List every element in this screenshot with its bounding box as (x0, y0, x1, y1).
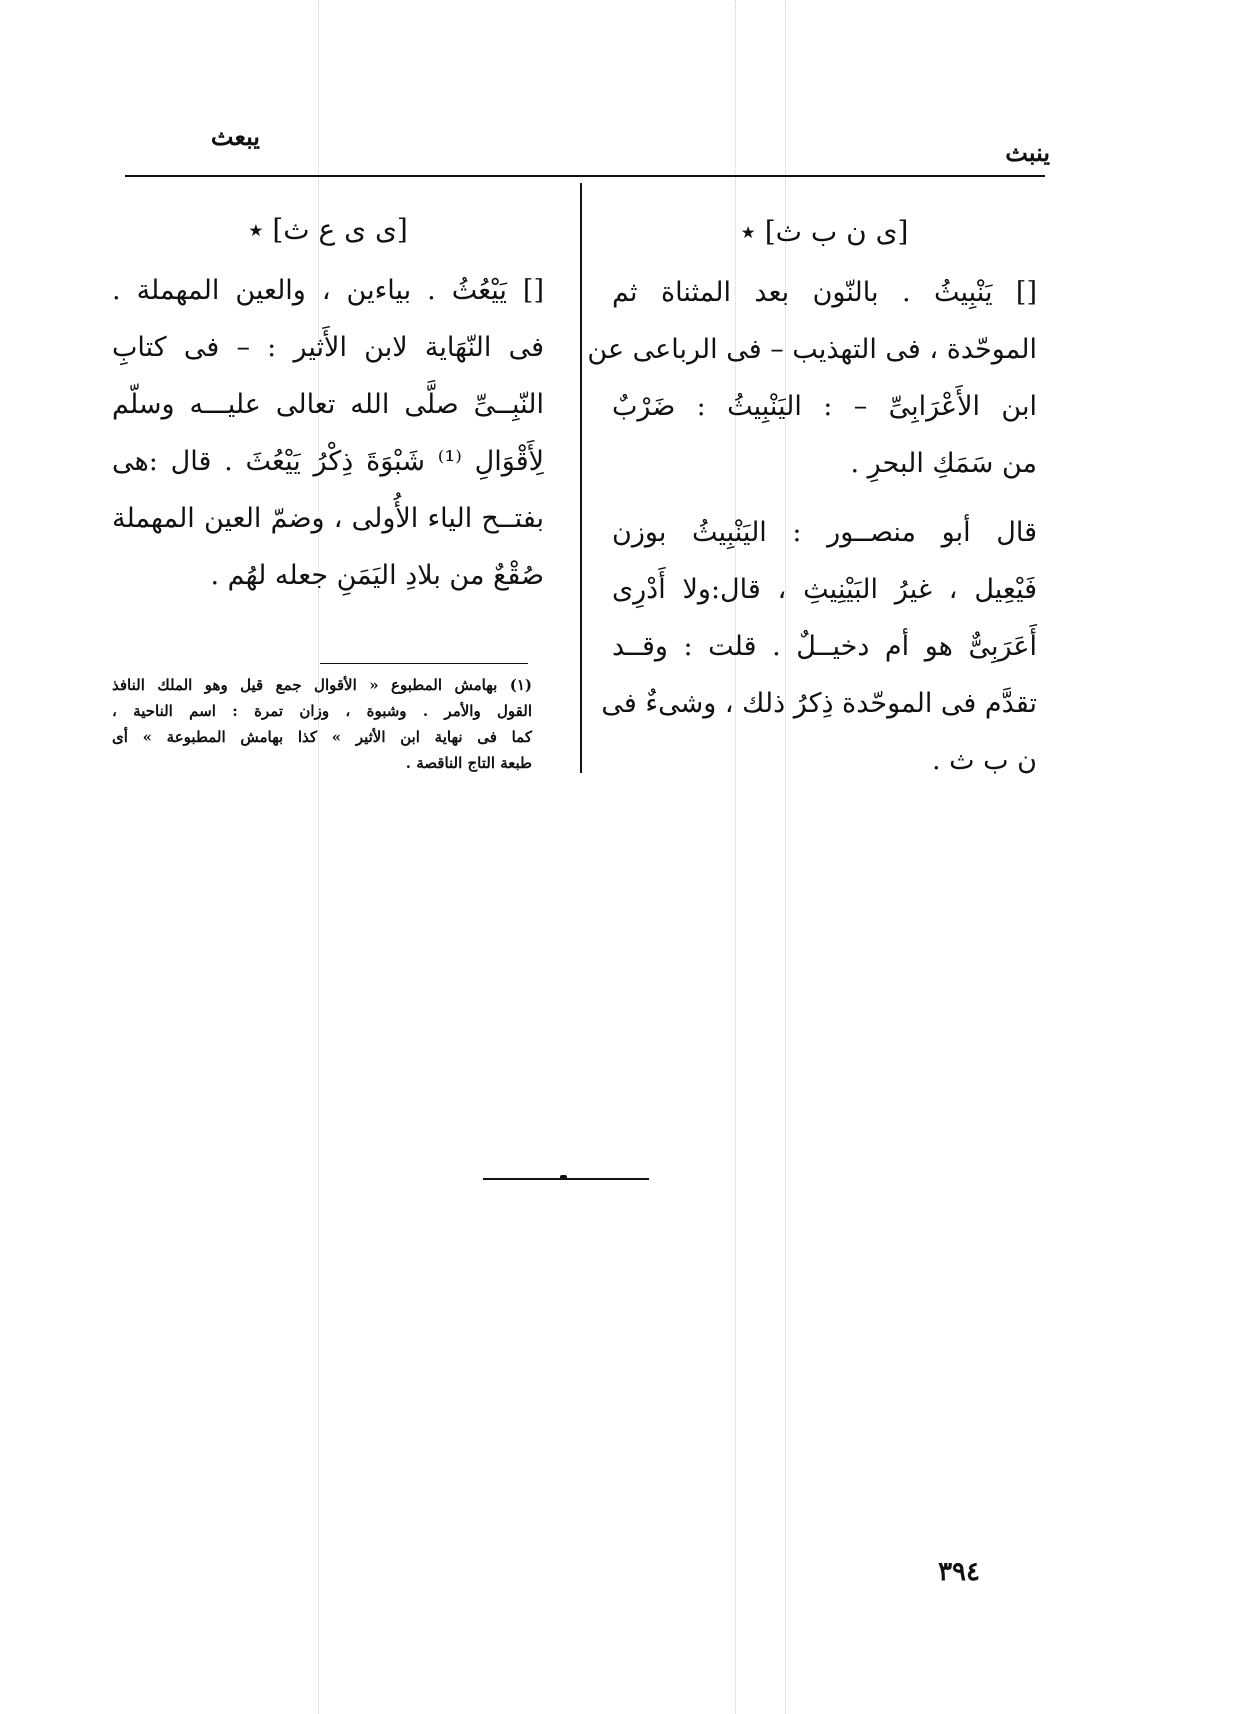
header-left-word: يبعث (210, 122, 260, 151)
entry-paragraph (601, 504, 1037, 789)
text-line: قال أبو منصــور : اليَنْبِيثُ بوزن (612, 517, 1037, 548)
page-number: ٣٩٤ (938, 1557, 980, 1587)
text-line: فَيْعِيل ، غيرُ البَيْنِيثِ ، قال:ولا أَدْرِى (612, 574, 1037, 605)
text-line: أَعَرَبِىٌّ هو أم دخيــلٌ . قلت : وقــد (612, 631, 1037, 662)
entry-paragraph (112, 262, 544, 604)
section-end-ornament (560, 1175, 567, 1180)
text-line: النّبِــىِّ صلَّى الله تعالى عليـــه وسلّم (112, 389, 544, 420)
footnote-rule (320, 663, 528, 664)
column-divider (580, 183, 582, 773)
entry-title: [ى ى ع ث] ٭ (248, 213, 408, 246)
text-line: لِأَقْوَالِ ⁽¹⁾ شَبْوَةَ ذِكْرُ يَيْعُثَ . قال :هى (112, 446, 544, 477)
text-line: الموحّدة ، فى التهذيب – فى الرباعى عن (587, 334, 1037, 365)
footnote-line: القول والأمر . وشبوة ، وزان تمرة : اسم الناحية ، (112, 702, 532, 720)
right-column (587, 200, 1037, 789)
text-line: من سَمَكِ البحرِ . (850, 448, 1037, 479)
text-line: [] يَيْعُثُ . بياءين ، والعين المهملة . (112, 275, 544, 306)
footnote (112, 672, 532, 776)
text-line: صُقْعٌ من بلادِ اليَمَنِ جعله لهُم . (210, 560, 544, 591)
text-line: [] يَنْبِيثُ . بالنّون بعد المثناة ثم (612, 277, 1037, 308)
text-line: بفتــح الياء الأُولى ، وضمّ العين المهملة (112, 503, 544, 534)
entry-paragraph (587, 264, 1037, 492)
footnote-line: طبعة التاج الناقصة . (405, 754, 532, 772)
header-rule (125, 175, 1045, 177)
text-line: ابن الأَعْرَابِىِّ – : اليَنْبِيثُ : ضَرْبٌ (612, 391, 1037, 422)
text-line: تقدَّم فى الموحّدة ذِكرُ ذلك ، وشىءٌ فى (601, 688, 1037, 719)
entry-title: [ى ن ب ث] ٭ (740, 215, 909, 248)
left-column (112, 198, 544, 604)
footnote-line: كما فى نهاية ابن الأثير » كذا بهامش المطبوعة » أى (112, 728, 532, 746)
header-right-word: ينبث (1005, 138, 1050, 167)
footnote-line: (١) بهامش المطبوع « الأقوال جمع قيل وهو الملك النافذ (112, 676, 532, 694)
text-line: فى النّهَاية لابن الأَثير : – فى كتابِ (112, 332, 544, 363)
text-line: ن ب ث . (932, 745, 1037, 776)
